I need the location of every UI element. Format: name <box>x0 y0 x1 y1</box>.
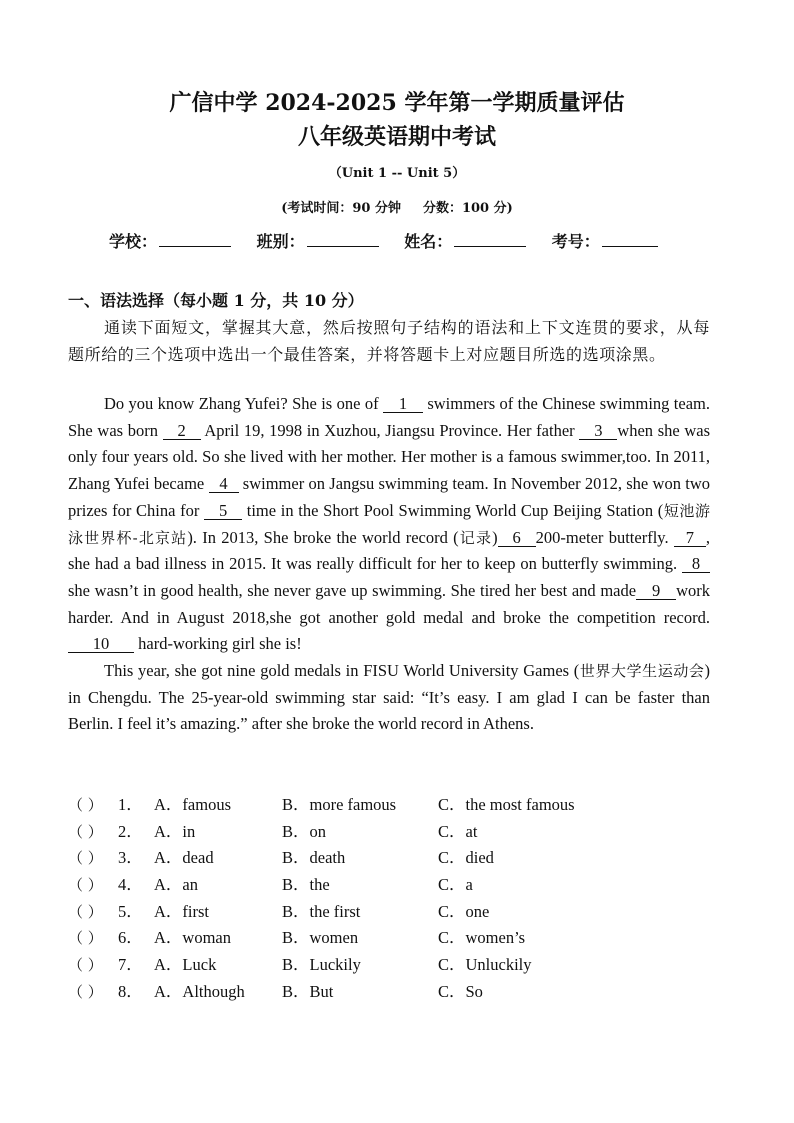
unit-range: （Unit 1 -- Unit 5） <box>328 166 466 181</box>
passage-text: work harder. And in August 2018,she got another gold medal and broke the competition record. <box>68 580 710 627</box>
passage-text: she wasn’t in good health, she never gave up swimming. She tired her best and made <box>68 580 637 600</box>
passage-text: April 19, 1998 in Xuzhou, Jiangsu Province. Her father <box>200 420 580 440</box>
class-label: 班别： <box>256 232 305 251</box>
option-b: B．on <box>282 821 327 841</box>
option-b: B．the first <box>282 901 361 921</box>
option-c: C．So <box>438 981 483 1001</box>
passage-text: Do you know Zhang Yufei? She is one of <box>104 394 383 413</box>
section-title: 一、语法选择（每小题 1 分，共 10 分） <box>68 291 364 310</box>
option-c: C．a <box>438 875 473 895</box>
blank-10: 10 <box>68 635 134 653</box>
chinese-gloss: 记录 <box>458 528 493 547</box>
passage-text: time in the Short Pool Swimming World Cup Beijing Station ( <box>242 500 664 520</box>
option-b: B．Luckily <box>282 955 361 975</box>
option-a: A．dead <box>154 848 214 868</box>
question-number: 2． <box>118 821 143 841</box>
question-number: 6． <box>118 928 143 948</box>
option-b: B．the <box>282 875 330 895</box>
chinese-gloss: 世界大学生运动会 <box>579 662 705 681</box>
option-c: C．women’s <box>438 928 526 948</box>
question-number: 8． <box>118 981 143 1001</box>
passage-text: 200-meter butterfly. <box>535 527 674 547</box>
blank-6: 6 <box>498 529 536 547</box>
exam-number-field[interactable] <box>552 229 658 252</box>
passage-paragraph-2 <box>68 658 710 738</box>
name-field[interactable] <box>404 229 526 252</box>
option-c: C．Unluckily <box>438 955 532 975</box>
answer-bracket[interactable]: （ ） <box>68 822 103 841</box>
passage-text: ) in Chengdu. The 25-year-old swimming star said: “It’s easy. I am glad I can be faster than Berlin. I feel it’s amazing.” after she broke the world record in Athens. <box>68 661 710 734</box>
option-b: B．women <box>282 928 359 948</box>
exam-title-line1: 广信中学 2024-2025 学年第一学期质量评估 <box>169 90 625 116</box>
answer-bracket[interactable]: （ ） <box>68 982 103 1001</box>
option-a: A．first <box>154 901 209 921</box>
instruction-text: 通读下面短文，掌握其大意，然后按照句子结构的语法和上下文连贯的要求，从每题所给的三个选项中选出一个最佳答案，并将答题卡上对应题目所选的选项涂黑。 <box>68 318 710 364</box>
question-number: 1． <box>118 795 143 814</box>
option-c: C．one <box>438 901 490 921</box>
answer-bracket[interactable]: （ ） <box>68 796 103 814</box>
option-b: B．death <box>282 848 346 868</box>
blank-1: 1 <box>383 395 423 413</box>
question-number: 3． <box>118 848 143 868</box>
option-c: C．the most famous <box>438 795 575 814</box>
option-a: A．Luck <box>154 955 217 975</box>
section-instruction <box>68 315 710 368</box>
passage-text: ). In 2013, She broke the world record ( <box>187 527 459 547</box>
passage-text: swimmer on Jangsu swimming team. In November 2012, she won two prizes for China for <box>68 474 710 520</box>
reading-passage <box>68 391 710 738</box>
question-number: 7． <box>118 955 143 975</box>
exam-number-blank[interactable] <box>602 232 658 247</box>
name-label: 姓名： <box>404 232 453 251</box>
answer-bracket[interactable]: （ ） <box>68 849 103 868</box>
chinese-gloss: 短池游泳世界杯-北京站 <box>68 501 710 547</box>
option-a: A．Although <box>154 981 245 1001</box>
passage-text: ) <box>492 527 498 547</box>
student-info-fields <box>109 229 678 252</box>
passage-paragraph-1 <box>68 391 710 658</box>
blank-7: 7 <box>674 529 706 547</box>
school-blank[interactable] <box>159 232 231 247</box>
option-c: C．died <box>438 848 494 868</box>
question-number: 4． <box>118 875 143 895</box>
option-a: A．woman <box>154 928 231 948</box>
option-a: A．an <box>154 875 198 895</box>
option-a: A．in <box>154 821 196 841</box>
blank-5: 5 <box>204 502 242 520</box>
answer-bracket[interactable]: （ ） <box>68 956 103 975</box>
exam-score: 分数：100 分) <box>422 201 513 216</box>
blank-8: 8 <box>682 555 710 573</box>
option-b: B．But <box>282 981 334 1001</box>
exam-number-label: 考号： <box>551 232 600 251</box>
exam-title-line2: 八年级英语期中考试 <box>297 124 496 150</box>
class-field[interactable] <box>257 229 379 252</box>
passage-text: when she was only four years old. So she lived with her mother. Her mother is a famous swimmer,too. In 2011, Zhang Yufei became <box>68 420 711 494</box>
blank-3: 3 <box>579 422 617 440</box>
exam-info <box>0 197 794 216</box>
class-blank[interactable] <box>307 232 379 247</box>
answer-bracket[interactable]: （ ） <box>68 876 103 895</box>
school-label: 学校： <box>109 232 158 251</box>
exam-time: (考试时间：90 分钟 <box>281 201 401 216</box>
passage-text: This year, she got nine gold medals in FISU World University Games ( <box>104 661 580 681</box>
passage-text: , she had a bad illness in 2015. It was really difficult for her to keep on butterfly swimming. <box>68 527 710 574</box>
question-number: 5． <box>118 901 143 921</box>
school-field[interactable] <box>109 229 231 252</box>
name-blank[interactable] <box>454 232 526 247</box>
blank-2: 2 <box>163 422 201 440</box>
blank-9: 9 <box>636 582 676 600</box>
passage-text: hard-working girl she is! <box>134 634 302 654</box>
option-c: C．at <box>438 821 478 841</box>
passage-text: swimmers of the Chinese swimming team. She was born <box>68 394 710 440</box>
option-b: B．more famous <box>282 795 397 814</box>
answer-bracket[interactable]: （ ） <box>68 929 103 948</box>
answer-bracket[interactable]: （ ） <box>68 902 103 921</box>
blank-4: 4 <box>209 475 239 493</box>
option-a: A．famous <box>154 795 231 814</box>
